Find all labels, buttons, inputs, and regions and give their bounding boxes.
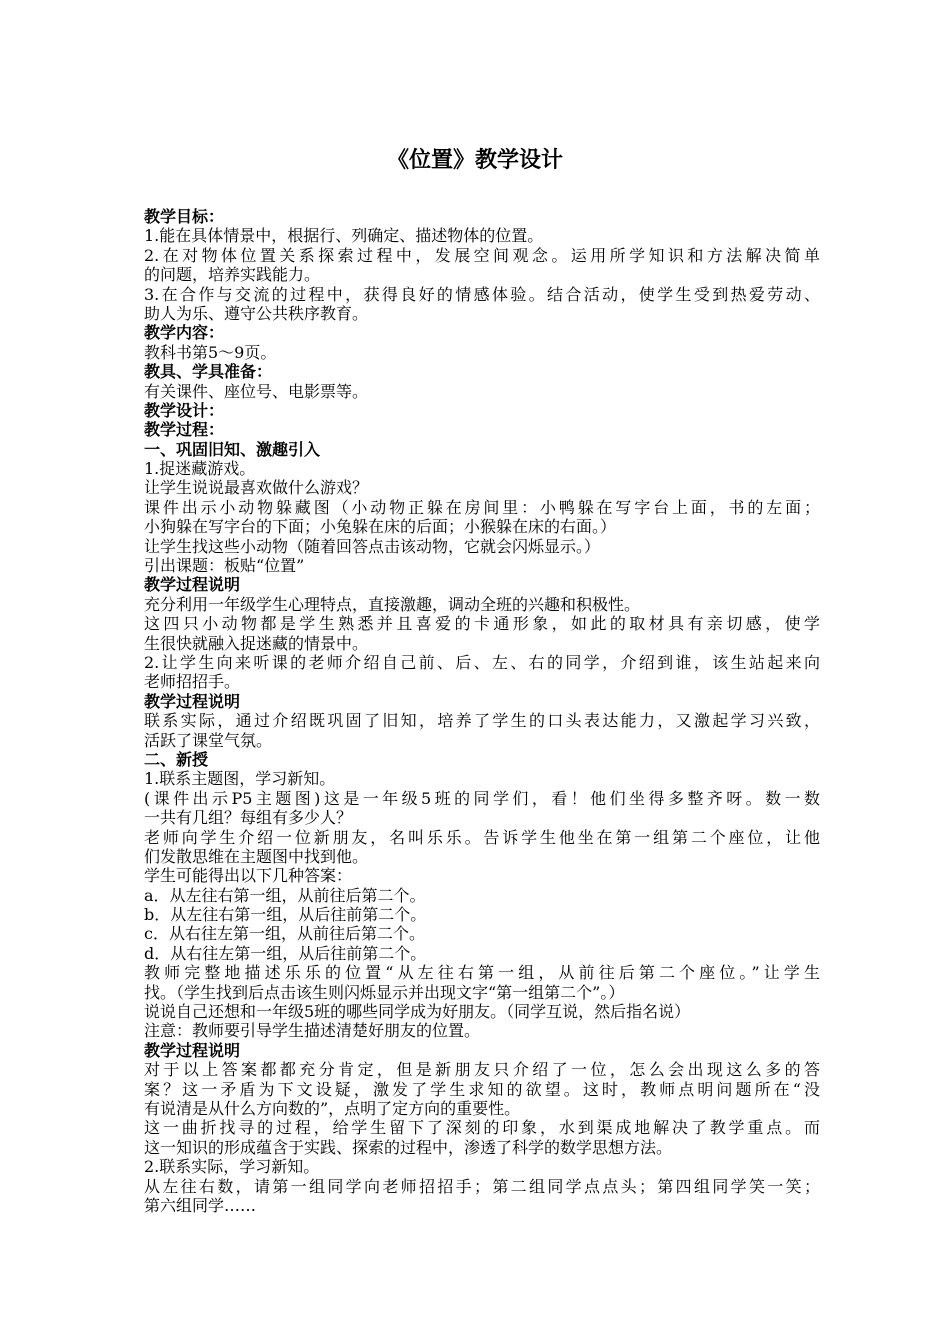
body-text-line: 小狗躲在写字台的下面；小兔躲在床的后面；小猴躲在床的右面。） bbox=[144, 517, 617, 537]
section-heading: 教具、学具准备： bbox=[144, 362, 273, 382]
body-text-line: 的问题，培养实践能力。 bbox=[144, 265, 321, 285]
body-text-line: 教师完整地描述乐乐的位置“从左往右第一组，从前往后第二个座位。”让学生 bbox=[144, 963, 820, 983]
body-text-line: 充分利用一年级学生心理特点，直接激趣，调动全班的兴趣和积极性。 bbox=[144, 594, 641, 614]
body-text-line: 案？这一矛盾为下文设疑，激发了学生求知的欲望。这时，教师点明问题所在“没 bbox=[144, 1079, 820, 1099]
body-text-line: 生很快就融入捉迷藏的情景中。 bbox=[144, 633, 369, 653]
section-heading: 教学过程说明 bbox=[144, 1040, 241, 1060]
body-text-line: 1.能在具体情景中，根据行、列确定、描述物体的位置。 bbox=[144, 226, 544, 246]
body-text-line: 找。（学生找到后点击该生则闪烁显示并出现文字“第一组第二个”。） bbox=[144, 982, 625, 1002]
body-text-line: 第六组同学…… bbox=[144, 1195, 257, 1215]
section-heading: 二、新授 bbox=[144, 749, 209, 769]
body-text-line: 这一知识的形成蕴含于实践、探索的过程中，渗透了科学的数学思想方法。 bbox=[144, 1137, 673, 1157]
body-text-line: 2.让学生向来听课的老师介绍自己前、后、左、右的同学，介绍到谁，该生站起来向 bbox=[144, 652, 820, 672]
body-text-line: 让学生说说最喜欢做什么游戏？ bbox=[144, 478, 369, 498]
body-text-line: 活跃了课堂气氛。 bbox=[144, 730, 273, 750]
body-text-line: b．从左往右第一组，从后往前第二个。 bbox=[144, 905, 427, 925]
body-text-line: 有说清是从什么方向数的”，点明了定方向的重要性。 bbox=[144, 1098, 521, 1118]
section-heading: 教学目标： bbox=[144, 207, 225, 226]
body-text-line: 引出课题：板贴“位置” bbox=[144, 556, 305, 576]
body-text-line: 教科书第5～9页。 bbox=[144, 342, 277, 362]
body-text-line: 学生可能得出以下几种答案： bbox=[144, 866, 353, 886]
body-text-line: 联系实际，通过介绍既巩固了旧知，培养了学生的口头表达能力，又激起学习兴致， bbox=[144, 711, 820, 731]
body-text-line: d．从右往左第一组，从后往前第二个。 bbox=[144, 943, 427, 963]
body-text-line: (课件出示P5主题图)这是一年级5班的同学们，看！他们坐得多整齐呀。数一数 bbox=[144, 788, 820, 808]
body-text-line: 说说自己还想和一年级5班的哪些同学成为好朋友。（同学互说，然后指名说） bbox=[144, 1002, 691, 1022]
section-heading: 教学过程： bbox=[144, 420, 225, 440]
body-text-line: 有关课件、座位号、电影票等。 bbox=[144, 381, 369, 401]
body-text-line: c．从右往左第一组，从前往后第二个。 bbox=[144, 924, 425, 944]
body-text-line: 这一曲折找寻的过程，给学生留下了深刻的印象，水到渠成地解决了教学重点。而 bbox=[144, 1118, 820, 1138]
document-body bbox=[144, 207, 820, 1215]
body-text-line: 这四只小动物都是学生熟悉并且喜爱的卡通形象，如此的取材具有亲切感，使学 bbox=[144, 614, 820, 634]
body-text-line: 1.捉迷藏游戏。 bbox=[144, 459, 256, 479]
body-text-line: 注意：教师要引导学生描述清楚好朋友的位置。 bbox=[144, 1021, 481, 1041]
body-text-line: 对于以上答案都都充分肯定，但是新朋友只介绍了一位，怎么会出现这么多的答 bbox=[144, 1060, 820, 1080]
section-heading: 教学过程说明 bbox=[144, 691, 241, 711]
body-text-line: 助人为乐、遵守公共秩序教育。 bbox=[144, 303, 369, 323]
section-heading: 教学设计： bbox=[144, 400, 225, 420]
document-title: 《位置》教学设计 bbox=[386, 147, 563, 173]
body-text-line: 让学生找这些小动物（随着回答点击该动物，它就会闪烁显示。） bbox=[144, 536, 601, 556]
section-heading: 一、巩固旧知、激趣引入 bbox=[144, 439, 321, 459]
body-text-line: a．从左往右第一组，从前往后第二个。 bbox=[144, 885, 426, 905]
body-text-line: 3.在合作与交流的过程中，获得良好的情感体验。结合活动，使学生受到热爱劳动、 bbox=[144, 284, 820, 304]
section-heading: 教学过程说明 bbox=[144, 575, 241, 595]
body-text-line: 2.联系实际，学习新知。 bbox=[144, 1157, 320, 1177]
section-heading: 教学内容： bbox=[144, 323, 225, 343]
body-text-line: 从左往右数，请第一组同学向老师招招手；第二组同学点点头；第四组同学笑一笑； bbox=[144, 1176, 820, 1196]
body-text-line: 课件出示小动物躲藏图（小动物正躲在房间里：小鸭躲在写字台上面，书的左面； bbox=[144, 497, 820, 517]
body-text-line: 老师向学生介绍一位新朋友，名叫乐乐。告诉学生他坐在第一组第二个座位，让他 bbox=[144, 827, 820, 847]
body-text-line: 1.联系主题图，学习新知。 bbox=[144, 769, 336, 789]
body-text-line: 们发散思维在主题图中找到他。 bbox=[144, 846, 369, 866]
body-text-line: 一共有几组？每组有多少人？ bbox=[144, 808, 353, 828]
body-text-line: 2.在对物体位置关系探索过程中，发展空间观念。运用所学知识和方法解决简单 bbox=[144, 245, 820, 265]
body-text-line: 老师招招手。 bbox=[144, 672, 241, 692]
